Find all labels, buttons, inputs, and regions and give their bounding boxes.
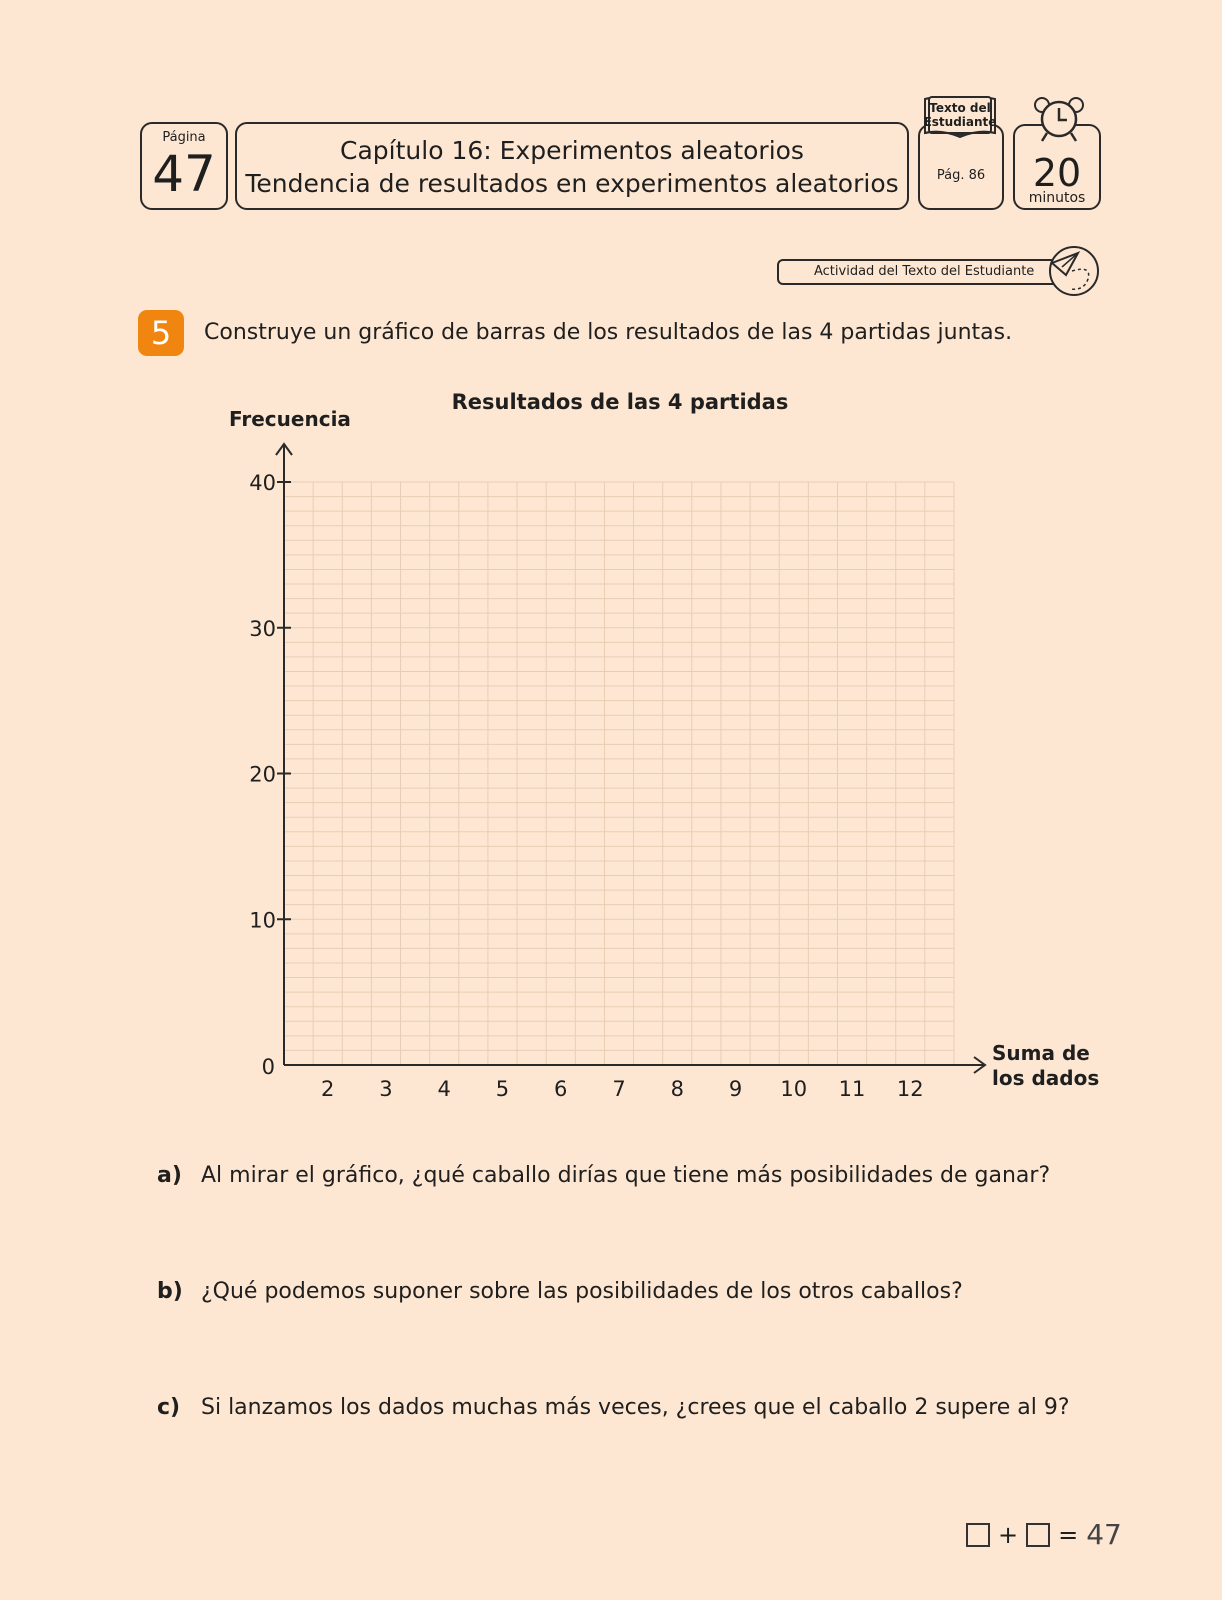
book-label-2: Estudiante	[923, 115, 997, 129]
x-tick-label: 11	[838, 1077, 866, 1101]
task-instruction: Construye un gráfico de barras de los resultados de las 4 partidas juntas.	[204, 320, 1013, 345]
x-tick-label: 9	[728, 1077, 743, 1101]
y-tick-label: 20	[249, 762, 276, 787]
chart-title: Resultados de las 4 partidas	[451, 390, 789, 414]
question-b	[157, 1279, 963, 1304]
textbook-page: Pág. 86	[936, 168, 986, 183]
x-tick-label: 4	[437, 1077, 451, 1101]
activity-tag: Actividad del Texto del Estudiante	[777, 259, 1067, 285]
x-tick-label: 3	[379, 1077, 393, 1101]
footer-equation	[966, 1518, 1122, 1552]
time-unit: minutos	[1028, 190, 1086, 206]
answer-square	[1026, 1523, 1050, 1547]
equals-sign: =	[1058, 1520, 1079, 1549]
chapter-title: Capítulo 16: Experimentos aleatorios	[340, 136, 804, 165]
question-letter: c)	[157, 1395, 181, 1420]
x-tick-label: 6	[554, 1077, 568, 1101]
time-value: 20	[1032, 151, 1082, 195]
x-tick-label: 10	[780, 1077, 808, 1101]
x-tick-label: 5	[495, 1077, 510, 1101]
question-c	[157, 1395, 1070, 1420]
y-tick-label: 30	[249, 616, 276, 641]
x-axis-label-line-2: los dados	[992, 1066, 1100, 1090]
y-axis-label: Frecuencia	[229, 407, 351, 431]
plus-sign: +	[998, 1520, 1019, 1549]
page-label: Página	[162, 130, 206, 145]
page-number: 47	[152, 145, 216, 203]
y-tick-label: 0	[261, 1055, 275, 1079]
chart-axes	[249, 444, 985, 1101]
question-text: Si lanzamos los dados muchas más veces, ¿crees que el caballo 2 supere al 9?	[201, 1395, 1070, 1420]
question-text: ¿Qué podemos suponer sobre las posibilidades de los otros caballos?	[201, 1279, 963, 1304]
lesson-title: Tendencia de resultados en experimentos aleatorios	[245, 169, 899, 198]
answer-square	[966, 1523, 990, 1547]
chart-grid	[284, 482, 954, 1065]
question-a	[157, 1163, 1050, 1188]
question-letter: a)	[157, 1163, 182, 1188]
task-number-badge: 5	[138, 310, 184, 356]
x-axis-label-line-1: Suma de	[992, 1041, 1090, 1065]
x-tick-label: 7	[612, 1077, 626, 1101]
book-label-1: Texto del	[929, 101, 991, 115]
x-tick-label: 12	[896, 1077, 924, 1101]
x-tick-label: 8	[670, 1077, 684, 1101]
footer-page-number: 47	[1086, 1518, 1122, 1551]
y-tick-label: 40	[249, 471, 276, 495]
question-text: Al mirar el gráfico, ¿qué caballo dirías que tiene más posibilidades de ganar?	[201, 1163, 1051, 1188]
x-tick-label: 2	[321, 1077, 335, 1101]
y-tick-label: 10	[249, 908, 276, 933]
question-letter: b)	[157, 1279, 183, 1304]
